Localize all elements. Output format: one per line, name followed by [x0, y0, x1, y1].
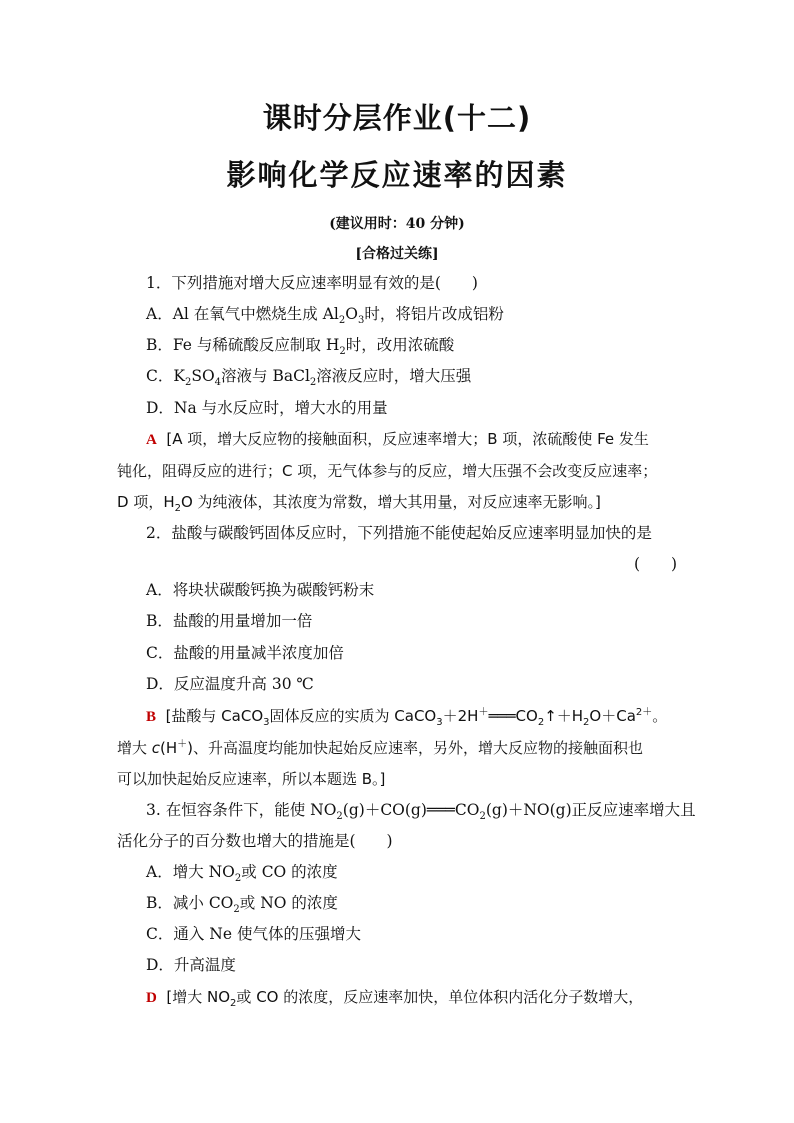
q1-explanation-line3: D 项，$H_2O$ 为纯液体，其浓度为常数，增大其用量，对反应速率无影响。] — [117, 493, 601, 514]
q1-option-c: C．$K_2SO_4$溶液与 BaCl$_2$溶液反应时，增大压强 — [146, 367, 472, 389]
q1-explanation-line1: A [A 项，增大反应物的接触面积，反应速率增大；B 项，浓硫酸使 Fe 发生 — [146, 430, 649, 448]
q3-stem-line2: 活化分子的百分数也增大的措施是( ) — [117, 832, 393, 850]
q2-explanation-line2: 增大 c(H＋)、升高温度均能加快起始反应速率，另外，增大反应物的接触面积也 — [117, 739, 644, 757]
q3-option-d: D．升高温度 — [146, 956, 236, 974]
q2-option-b: B．盐酸的用量增加一倍 — [146, 612, 313, 630]
q1-option-a: A．Al 在氧气中燃烧生成 $Al_2O_3$时，将铝片改成铝粉 — [146, 305, 504, 327]
q3-option-a: A．增大 $NO_2$或 CO 的浓度 — [146, 863, 338, 885]
q3-stem-line1: 3. 在恒容条件下，能使 $NO_2(g)+CO(g)═══CO_2(g)+NO(g)$正反应速率增大且 — [146, 801, 696, 823]
q1-explanation-line2: 钝化，阻碍反应的进行；C 项，无气体参与的反应，增大压强不会改变反应速率； — [117, 462, 658, 480]
q3-explanation-line1: D [增大 $NO_2$或 CO 的浓度，反应速率加快，单位体积内活化分子数增大， — [146, 988, 644, 1009]
page-title: 课时分层作业(十二) — [262, 101, 532, 135]
q1-option-b: B．Fe 与稀硫酸反应制取 $H_2$时，改用浓硫酸 — [146, 336, 455, 358]
q3-answer: D — [146, 990, 157, 1006]
q3-option-c: C．通入 Ne 使气体的压强增大 — [146, 925, 361, 943]
q2-explanation-line1: B [盐酸与 CaCO$_3$固体反应的实质为 $CaCO_3+2H^+═══CO_2↑+H_2O+Ca^{2+}$。 — [146, 707, 668, 728]
q2-option-c: C．盐酸的用量减半浓度加倍 — [146, 644, 344, 662]
q1-option-d: D．Na 与水反应时，增大水的用量 — [146, 399, 388, 417]
q3-option-b: B．减小 $CO_2$或 NO 的浓度 — [146, 894, 338, 916]
q2-answer-blank: ( ) — [634, 555, 678, 573]
q2-stem: 2．盐酸与碳酸钙固体反应时，下列措施不能使起始反应速率明显加快的是 — [146, 524, 652, 542]
q2-option-a: A．将块状碳酸钙换为碳酸钙粉末 — [146, 581, 375, 599]
q2-explanation-line3: 可以加快起始反应速率，所以本题选 B。] — [117, 770, 386, 788]
q2-option-d: D．反应温度升高 30 ℃ — [146, 675, 314, 693]
q1-stem: 1．下列措施对增大反应速率明显有效的是( ) — [146, 274, 478, 292]
q1-answer: A — [146, 432, 157, 448]
suggested-time: (建议用时：40 分钟) — [329, 216, 465, 232]
q2-answer: B — [146, 709, 157, 725]
section-heading: [合格过关练] — [355, 246, 439, 262]
page-subtitle: 影响化学反应速率的因素 — [226, 158, 568, 192]
